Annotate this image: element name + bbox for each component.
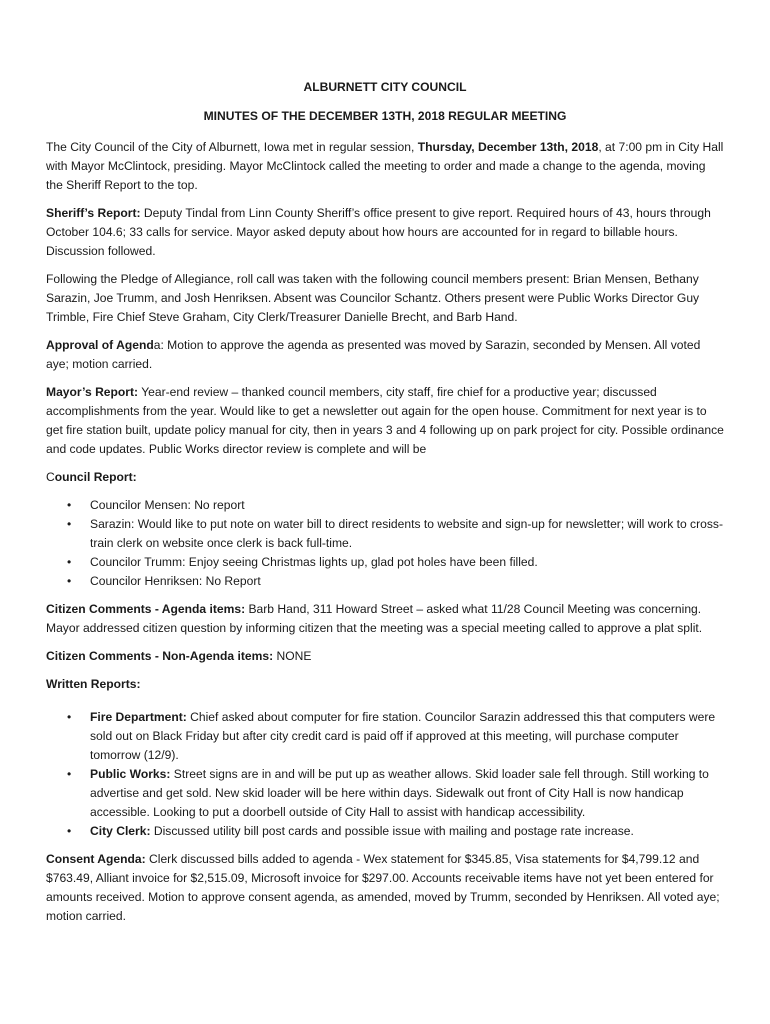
list-item bbox=[67, 553, 724, 572]
consent-agenda-paragraph bbox=[46, 850, 724, 926]
agenda-approval-paragraph bbox=[46, 336, 724, 374]
list-item bbox=[67, 496, 724, 515]
mayor-report-label: Mayor’s Report: bbox=[46, 385, 139, 399]
council-item-text: Sarazin: Would like to put note on water bill to direct residents to website and sign-up for newsletter; will work to cross-train clerk on website once clerk is back full-time. bbox=[90, 517, 723, 550]
mayor-report-text: Year-end review – thanked council members, city staff, fire chief for a productive year; discussed accomplishments from the year. Would like to get a newsletter out again for the open house. Commitment for next year is to get fire station built, update policy manual for city, then in years 3 and 4 following up on park project for city. Possible ordinance and code updates. Public Works director review is complete and will be bbox=[46, 385, 724, 456]
council-report-label-plain: C bbox=[46, 470, 55, 484]
intro-text-pre: The City Council of the City of Alburnett, Iowa met in regular session, bbox=[46, 140, 418, 154]
council-item-text: Councilor Trumm: Enjoy seeing Christmas lights up, glad pot holes have been filled. bbox=[90, 555, 538, 569]
agenda-approval-label: Approval of Agend bbox=[46, 338, 154, 352]
meeting-date: Thursday, December 13th, 2018 bbox=[417, 140, 599, 154]
roll-call-paragraph: Following the Pledge of Allegiance, roll call was taken with the following council members present: Brian Mensen, Bethany Sarazin, Joe Trumm, and Josh Henriksen. Absent was Councilor Schantz. Others present were Public Works Director Guy Trimble, Fire Chief Steve Graham, City Clerk/Treasurer Danielle Brecht, and Barb Hand. bbox=[46, 272, 700, 324]
sheriff-report-paragraph bbox=[46, 204, 724, 261]
written-item-label: Fire Department: bbox=[90, 710, 187, 724]
document-subtitle: MINUTES OF THE DECEMBER 13TH, 2018 REGULAR MEETING bbox=[203, 109, 567, 123]
consent-agenda-label: Consent Agenda: bbox=[46, 852, 146, 866]
written-reports-list bbox=[46, 708, 724, 841]
sheriff-report-label: Sheriff’s Report: bbox=[46, 206, 141, 220]
written-reports-label: Written Reports: bbox=[46, 677, 141, 691]
council-item-text: Councilor Henriksen: No Report bbox=[90, 574, 261, 588]
intro-paragraph bbox=[46, 138, 724, 195]
list-item bbox=[67, 708, 724, 765]
bullet-icon: • bbox=[67, 517, 72, 531]
citizen-agenda-label: Citizen Comments - Agenda items: bbox=[46, 602, 246, 616]
list-item bbox=[67, 572, 724, 591]
bullet-icon: • bbox=[67, 710, 72, 724]
bullet-icon: • bbox=[67, 555, 72, 569]
written-item-label: City Clerk: bbox=[90, 824, 151, 838]
citizen-non-agenda-paragraph bbox=[46, 647, 724, 666]
bullet-icon: • bbox=[67, 767, 72, 781]
list-item bbox=[67, 822, 724, 841]
agenda-approval-text: a: Motion to approve the agenda as presented was moved by Sarazin, seconded by Mensen. All voted aye; motion carried. bbox=[46, 338, 701, 371]
bullet-icon: • bbox=[67, 824, 72, 838]
consent-agenda-text: Clerk discussed bills added to agenda - Wex statement for $345.85, Visa statements for $4,799.12 and $763.49, Alliant invoice for $2,515.09, Microsoft invoice for $297.00. Accounts receivable items have not yet been entered for amounts received. Motion to approve consent agenda, as amended, moved by Trumm, seconded by Henriksen. All voted aye; motion carried. bbox=[46, 852, 720, 923]
citizen-non-agenda-text: NONE bbox=[273, 649, 312, 663]
bullet-icon: • bbox=[67, 498, 72, 512]
bullet-icon: • bbox=[67, 574, 72, 588]
list-item bbox=[67, 765, 724, 822]
mayor-report-paragraph bbox=[46, 383, 724, 459]
written-item-label: Public Works: bbox=[90, 767, 171, 781]
list-item bbox=[67, 515, 724, 553]
intro-text-post: , at 7:00 pm in City Hall with Mayor McClintock, presiding. Mayor McClintock called the meeting to order and made a change to the agenda, moving the Sheriff Report to the top. bbox=[46, 140, 724, 192]
council-report-label-bold: ouncil Report: bbox=[54, 470, 137, 484]
citizen-agenda-paragraph bbox=[46, 600, 724, 638]
citizen-non-agenda-label: Citizen Comments - Non-Agenda items: bbox=[46, 649, 274, 663]
council-item-text: Councilor Mensen: No report bbox=[90, 498, 245, 512]
written-reports-heading bbox=[46, 675, 724, 694]
document-title: ALBURNETT CITY COUNCIL bbox=[303, 80, 467, 94]
council-report-heading bbox=[46, 468, 724, 487]
council-report-list bbox=[46, 496, 724, 591]
written-item-text: Discussed utility bill post cards and possible issue with mailing and postage rate increase. bbox=[150, 824, 634, 838]
sheriff-report-text: Deputy Tindal from Linn County Sheriff’s office present to give report. Required hours of 43, hours through October 104.6; 33 calls for service. Mayor asked deputy about how hours are accounted for in regard to billable hours. Discussion followed. bbox=[46, 206, 711, 258]
written-item-text: Street signs are in and will be put up as weather allows. Skid loader sale fell through. Still working to advertise and get sold. New skid loader will be here within days. Sidewalk out front of City Hall is now handicap accessible. Looking to put a doorbell outside of City Hall to assist with handicap accessibility. bbox=[90, 767, 709, 819]
citizen-agenda-text: Barb Hand, 311 Howard Street – asked what 11/28 Council Meeting was concerning. Mayor addressed citizen question by informing citizen that the meeting was a special meeting called to approve a plat split. bbox=[46, 602, 703, 635]
written-item-text: Chief asked about computer for fire station. Councilor Sarazin addressed this that computers were sold out on Black Friday but after city credit card is paid off if approved at this meeting, will purchase computer tomorrow (12/9). bbox=[90, 710, 716, 762]
